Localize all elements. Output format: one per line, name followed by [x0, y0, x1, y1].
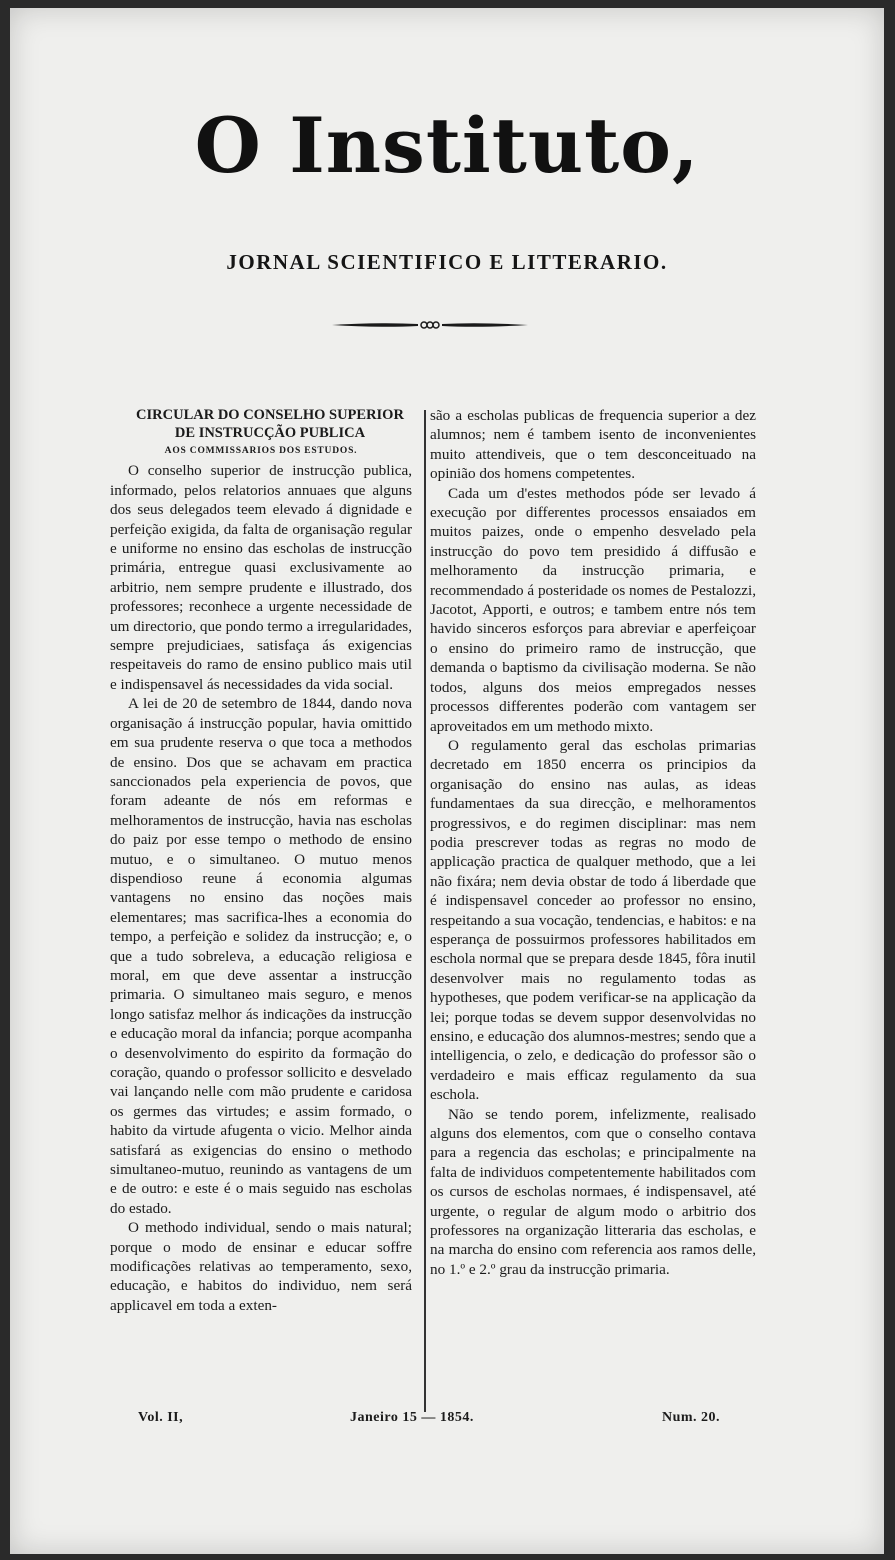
column-divider [424, 410, 426, 1412]
article-addressee: AOS COMMISSARIOS DOS ESTUDOS. [164, 446, 358, 456]
paragraph: A lei de 20 de setembro de 1844, dando nova organisação á instrucção popular, havia omittido em sua prudente reserva o que toca a methodos de ensino. Dos que se achavam em practica sanccionados pela experiencia de povos, que foram adeante de nós em reformas e melhoramentos de instrucção, havia nas escholas do paiz por esse tempo o methodo de ensino mutuo, e o simultaneo. O mutuo menos dispendioso reune á economia algumas vantagens no ensino das noções mais elementares; mas sacrifica-lhes a economia do tempo, a perfeição e solidez da instrucção; e, o que a tudo sobreleva, a educação religiosa e moral, em que deve assentar a instrucção primaria. O simultaneo mais seguro, e menos longo satisfaz melhor ás indicações da instrucção e educação moral da infancia; porque acompanha o desenvolvimento do espirito da formação do coração, quando o professor sollicito e desvelado vai lançando nelle com mão prudente e caridosa os germes das virtudes; e assim formado, o habito da virtude afugenta o vicio. Melhor ainda satisfará as exigencias do ensino o methodo simultaneo-mutuo, reunindo as vantagens de um e de outro: e este é o mais seguido nas escholas do estado. [110, 695, 412, 1217]
ornament-rule-icon [330, 315, 530, 335]
paragraph: O methodo individual, sendo o mais natural; porque o modo de ensinar e educar soffre modificações relativas ao temperamento, sexo, educação, e habitos do individuo, nem será applicavel em toda a exten- [110, 1219, 412, 1314]
article-heading-line2: DE INSTRUCÇÃO PUBLICA [174, 425, 366, 441]
paragraph: O regulamento geral das escholas primarias decretado em 1850 encerra os principios da organisação do ensino nas aulas, as ideas fundamentaes da sua direcção, e melhoramentos progressivos, e do regimen disciplinar: mas nem podia prescrever todas as regras no modo de applicação practica de qualquer methodo, que a lei não fixára; nem devia obstar de todo á liberdade que é indispensavel conceder ao professor no ensino, respeitando a sua vocação, tendencias, e habitos: e na esperança de possuirmos professores habilitados em eschola normal que se prepara desde 1845, fôra inutil desenvolver mais no regulamento todas as hypotheses, que podem verificar-se na applicação da lei; porque todas se devem suppor desenvolvidas no ensino, e educação dos alumnos-mestres; sendo que a intelligencia, o zelo, e dedicação do professor são o verdadeiro e mais efficaz regulamento da sua eschola. [430, 736, 756, 1104]
footer-volume: Vol. II, [138, 1410, 184, 1425]
footer-number: Num. 20. [662, 1410, 721, 1425]
paragraph: Não se tendo porem, infelizmente, realisado alguns dos elementos, com que o conselho contava para a regencia das escholas; e principalmente na falta de individuos competentemente habilitados com os cursos de escholas normaes, é indispensavel, até urgente, o regular de algum modo o arbitrio dos professores na organização litteraria das escholas, e na marcha do ensino com referencia aos ramos delle, no 1.º e 2.º grau da instrucção primaria. [430, 1105, 756, 1278]
left-column [110, 406, 412, 1315]
newspaper-page [10, 8, 884, 1554]
paragraph-continuation: são a escholas publicas de frequencia superior a dez alumnos; nem é tambem isento de inconvenientes muito attendiveis, que o tem desconceituado na opinião dos homens competentes. [430, 407, 756, 483]
paragraph: O conselho superior de instrucção publica, informado, pelos relatorios annuaes que alguns dos seus delegados teem elevado á dignidade e perfeição exigida, da falta de organisação regular e uniforme no ensino das escholas de instrucção primária, entregue quasi exclusivamente ao arbitrio, nem sempre prudente e illustrado, dos professores; reconhece a urgente necessidade de um directorio, que pondo termo a irregularidades, sempre prejudiciaes, satisfaça ás exigencias respeitaveis do ramo de ensino publico mais util e indispensavel ás necessidades da vida social. [110, 462, 412, 693]
paragraph: Cada um d'estes methodos póde ser levado á execução por differentes processos ensaiados em muitos paizes, onde o empenho desvelado pela instrucção do povo tem presidido á diffusão e melhoramento da instrucção primaria, e recommendado á posteridade os nomes de Pestalozzi, Jacotot, Apporti, e outros; e tambem entre nós tem havido sinceros esforços para abreviar e aperfeiçoar o ensino do primeiro ramo de instrucção, que demanda o baptismo da civilisação moderna. Se não todos, alguns dos meios empregados nesses processos differentes poderão com vantagem ser aproveitados em um methodo mixto. [430, 484, 757, 735]
footer-date: Janeiro 15 — 1854. [350, 1410, 474, 1425]
article-heading-line1: CIRCULAR DO CONSELHO SUPERIOR [136, 407, 404, 423]
masthead-subtitle: JORNAL SCIENTIFICO E LITTERARIO. [226, 250, 668, 274]
right-column [430, 406, 756, 1279]
masthead-title: O Instituto, [194, 101, 700, 190]
